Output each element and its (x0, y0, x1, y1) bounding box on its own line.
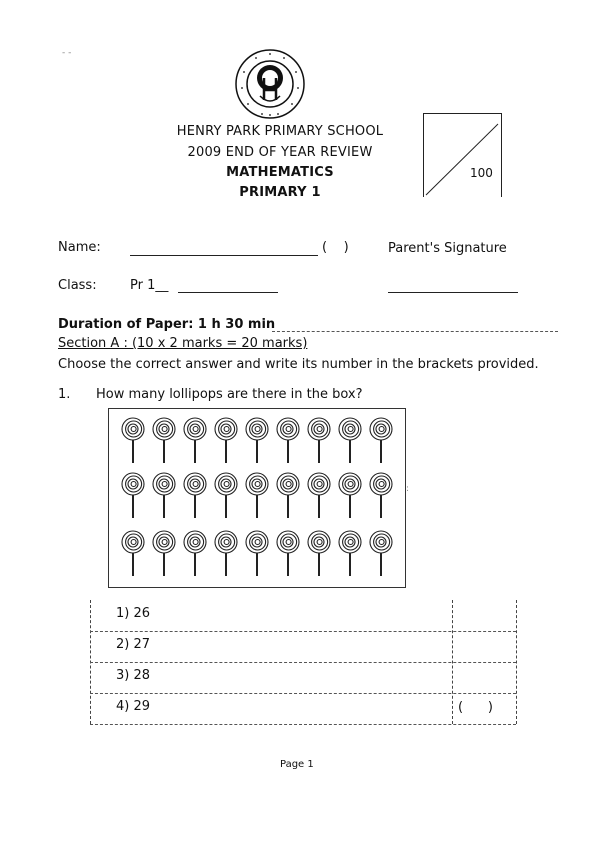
question-text: How many lollipops are there in the box? (96, 387, 363, 402)
lollipop-icon (215, 531, 237, 576)
lollipop-icon (122, 473, 144, 518)
lollipop-icon (339, 531, 361, 576)
index-brackets: ( ) (322, 240, 349, 255)
name-line[interactable] (130, 255, 318, 256)
lollipop-icon (370, 418, 392, 463)
instructions: Choose the correct answer and write its number in the brackets provided. (58, 357, 539, 372)
lollipop-icon (339, 473, 361, 518)
lollipop-icon (215, 418, 237, 463)
scan-mark: : (406, 484, 410, 494)
lollipop-icon (153, 531, 175, 576)
lollipop-icon (339, 418, 361, 463)
question-number: 1. (58, 387, 71, 402)
lollipop-icon (370, 531, 392, 576)
lollipop-icon (153, 473, 175, 518)
lollipop-icon (246, 473, 268, 518)
option-1[interactable]: 1) 26 (116, 606, 151, 621)
parent-signature-label: Parent's Signature (388, 241, 507, 256)
lollipop-icon (122, 531, 144, 576)
class-line[interactable] (178, 292, 278, 293)
option-4[interactable]: 4) 29 (116, 699, 151, 714)
option-2[interactable]: 2) 27 (116, 637, 151, 652)
subject-title: MATHEMATICS (226, 165, 334, 180)
lollipop-icon (184, 531, 206, 576)
lollipop-icon (184, 418, 206, 463)
lollipop-icon (246, 418, 268, 463)
lollipop-icon (370, 473, 392, 518)
school-crest-icon (234, 48, 306, 120)
lollipop-icon (153, 418, 175, 463)
answer-brackets[interactable]: ( ) (458, 700, 493, 715)
option-row[interactable] (90, 662, 516, 693)
class-value: Pr 1__ (130, 278, 169, 293)
lollipop-icon (246, 531, 268, 576)
lollipop-icon (308, 473, 330, 518)
option-row[interactable] (90, 693, 516, 724)
page-number: Page 1 (280, 759, 314, 770)
exam-title: 2009 END OF YEAR REVIEW (187, 145, 373, 160)
level-title: PRIMARY 1 (239, 185, 321, 200)
lollipop-icon (215, 473, 237, 518)
name-label: Name: (58, 240, 101, 255)
parent-signature-line[interactable] (388, 292, 518, 293)
lollipop-icon (277, 473, 299, 518)
option-row[interactable] (90, 600, 516, 631)
divider (272, 331, 558, 332)
score-box (423, 113, 502, 197)
lollipop-icon (277, 418, 299, 463)
class-label: Class: (58, 278, 97, 293)
lollipop-icon (308, 531, 330, 576)
lollipop-picture (108, 408, 406, 588)
option-3[interactable]: 3) 28 (116, 668, 151, 683)
scan-mark: - - (62, 48, 72, 58)
lollipop-icon (122, 418, 144, 463)
school-name: HENRY PARK PRIMARY SCHOOL (176, 124, 384, 139)
lollipop-icon (184, 473, 206, 518)
option-row[interactable] (90, 631, 516, 662)
lollipop-icon (277, 531, 299, 576)
lollipop-icon (308, 418, 330, 463)
section-title: Section A : (10 x 2 marks = 20 marks) (58, 336, 308, 351)
options-table (90, 600, 516, 724)
total-marks: 100 (470, 166, 493, 180)
duration: Duration of Paper: 1 h 30 min (58, 317, 276, 332)
